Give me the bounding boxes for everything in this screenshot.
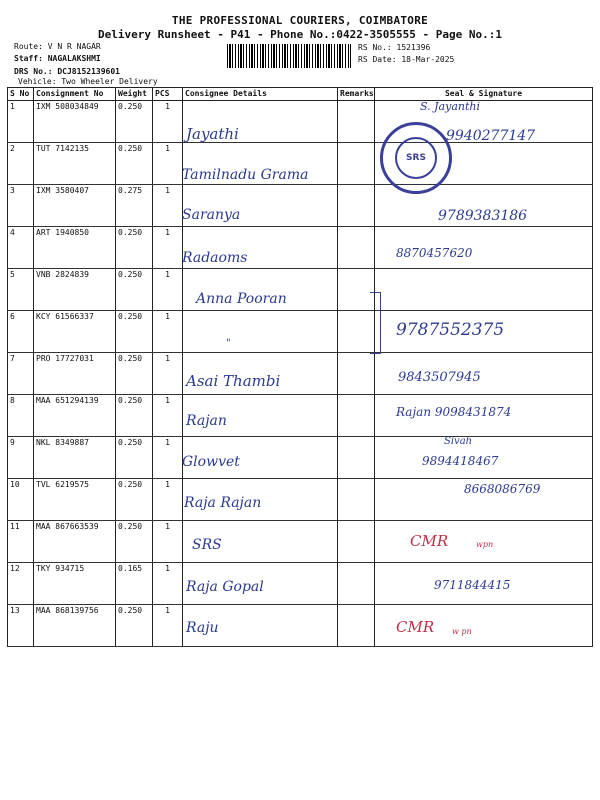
cell-remarks [338,311,375,353]
stamp-text: SRS [395,137,437,179]
cell-remarks [338,437,375,479]
cell-consignment: KCY 61566337 [34,311,116,353]
vehicle-value: Two Wheeler Delivery [61,77,158,86]
cell-sno: 10 [8,479,34,521]
cell-remarks [338,521,375,563]
cell-consignment: TVL 6219575 [34,479,116,521]
col-signature: Seal & Signature [375,88,593,101]
handwritten-name: Anna Pooran [196,291,287,307]
cell-sno: 6 [8,311,34,353]
handwritten-name: Tamilnadu Grama [182,167,309,183]
cell-consignment: PRO 17727031 [34,353,116,395]
cell-pcs: 1 [153,605,183,647]
runsheet-subtitle: Delivery Runsheet - P41 - Phone No.:0422-3505555 - Page No.:1 [98,28,502,41]
signature-initials: CMR [410,532,449,550]
cell-remarks [338,605,375,647]
cell-remarks [338,563,375,605]
handwritten-name: Raja Rajan [184,495,262,511]
cell-pcs: 1 [153,437,183,479]
rs-date-line [358,54,454,65]
signature: Rajan 9098431874 [396,405,512,419]
table-row [8,437,593,479]
ditto-mark: " [226,338,231,349]
cell-pcs: 1 [153,311,183,353]
rs-no-label: RS No.: [358,43,392,52]
table-row [8,521,593,563]
cell-weight: 0.250 [116,521,153,563]
rs-no-value: 1521396 [396,43,431,52]
cell-remarks [338,353,375,395]
signature: Sivah [444,436,473,447]
rs-date-label: RS Date: [358,55,397,64]
table-row [8,269,593,311]
cell-sno: 13 [8,605,34,647]
signature-phone: 9711844415 [434,578,511,592]
cell-remarks [338,269,375,311]
col-consignee: Consignee Details [183,88,338,101]
signature-note: w pn [452,627,472,636]
cell-sno: 3 [8,185,34,227]
cell-sno: 8 [8,395,34,437]
cell-weight: 0.250 [116,101,153,143]
cell-remarks [338,395,375,437]
route-line [14,41,101,52]
signature: S. Jayanthi [420,100,480,113]
cell-pcs: 1 [153,479,183,521]
vehicle-label: Vehicle: [18,77,57,86]
cell-consignment: MAA 651294139 [34,395,116,437]
cell-consignment: MAA 867663539 [34,521,116,563]
cell-sno: 5 [8,269,34,311]
barcode [227,44,351,68]
cell-consignment: NKL 8349887 [34,437,116,479]
rs-no-line [358,42,430,53]
signature-initials: CMR [396,618,435,636]
table-row [8,311,593,353]
handwritten-name: Rajan [186,413,227,429]
cell-pcs: 1 [153,395,183,437]
cell-sno: 7 [8,353,34,395]
handwritten-name: SRS [192,537,222,553]
cell-weight: 0.250 [116,395,153,437]
cell-sno: 2 [8,143,34,185]
grouping-bracket [370,292,381,354]
table-row [8,227,593,269]
handwritten-name: Saranya [182,207,241,223]
cell-pcs: 1 [153,143,183,185]
cell-sno: 11 [8,521,34,563]
cell-sno: 9 [8,437,34,479]
cell-sno: 4 [8,227,34,269]
staff-line [14,53,101,64]
route-label: Route: [14,42,43,51]
cell-remarks [338,143,375,185]
cell-pcs: 1 [153,563,183,605]
rs-date-value: 18-Mar-2025 [401,55,455,64]
cell-sno: 1 [8,101,34,143]
staff-value: NAGALAKSHMI [47,54,101,63]
handwritten-name: Radaoms [182,250,248,266]
handwritten-name: Glowvet [182,454,240,470]
col-remarks: Remarks [338,88,375,101]
cell-weight: 0.250 [116,311,153,353]
cell-consignment: IXM 508034849 [34,101,116,143]
cell-remarks [338,185,375,227]
courier-seal-stamp [380,122,452,194]
cell-consignment: IXM 3580407 [34,185,116,227]
cell-pcs: 1 [153,185,183,227]
col-sno: S No [8,88,34,101]
vehicle-line [18,76,158,87]
cell-pcs: 1 [153,101,183,143]
handwritten-name: Raju [186,620,219,636]
col-pcs: PCS [153,88,183,101]
drs-value: DCJ8152139601 [57,67,120,76]
route-value: V N R NAGAR [47,42,101,51]
signature-phone: 9789383186 [438,208,528,224]
signature-phone: 9894418467 [422,454,499,468]
cell-weight: 0.250 [116,227,153,269]
handwritten-name: Jayathi [186,125,239,143]
cell-consignment: VNB 2824839 [34,269,116,311]
handwritten-name: Raja Gopal [186,579,264,595]
table-header-row [8,88,593,101]
col-consignment: Consignment No [34,88,116,101]
signature-phone: 8870457620 [396,246,473,260]
cell-remarks [338,101,375,143]
cell-weight: 0.250 [116,437,153,479]
cell-weight: 0.250 [116,143,153,185]
drs-label: DRS No.: [14,67,53,76]
col-weight: Weight [116,88,153,101]
staff-label: Staff: [14,54,43,63]
cell-weight: 0.250 [116,353,153,395]
cell-signature [375,269,593,311]
cell-weight: 0.250 [116,269,153,311]
signature-phone: 9843507945 [398,370,481,385]
cell-pcs: 1 [153,227,183,269]
cell-consignment: ART 1940850 [34,227,116,269]
signature-note: wpn [476,540,494,549]
cell-sno: 12 [8,563,34,605]
cell-pcs: 1 [153,521,183,563]
signature-phone: 8668086769 [464,482,541,496]
cell-remarks [338,227,375,269]
cell-consignment: MAA 868139756 [34,605,116,647]
cell-consignment: TKY 934715 [34,563,116,605]
cell-weight: 0.275 [116,185,153,227]
cell-pcs: 1 [153,269,183,311]
cell-remarks [338,479,375,521]
cell-consignee [183,311,338,353]
handwritten-name: Asai Thambi [186,372,281,390]
company-title: THE PROFESSIONAL COURIERS, COIMBATORE [171,14,429,27]
signature-phone: 9787552375 [396,320,505,340]
table-row [8,605,593,647]
signature-phone: 9940277147 [446,128,536,144]
cell-consignment: TUT 7142135 [34,143,116,185]
cell-weight: 0.165 [116,563,153,605]
table-row [8,353,593,395]
cell-weight: 0.250 [116,605,153,647]
cell-pcs: 1 [153,353,183,395]
cell-weight: 0.250 [116,479,153,521]
